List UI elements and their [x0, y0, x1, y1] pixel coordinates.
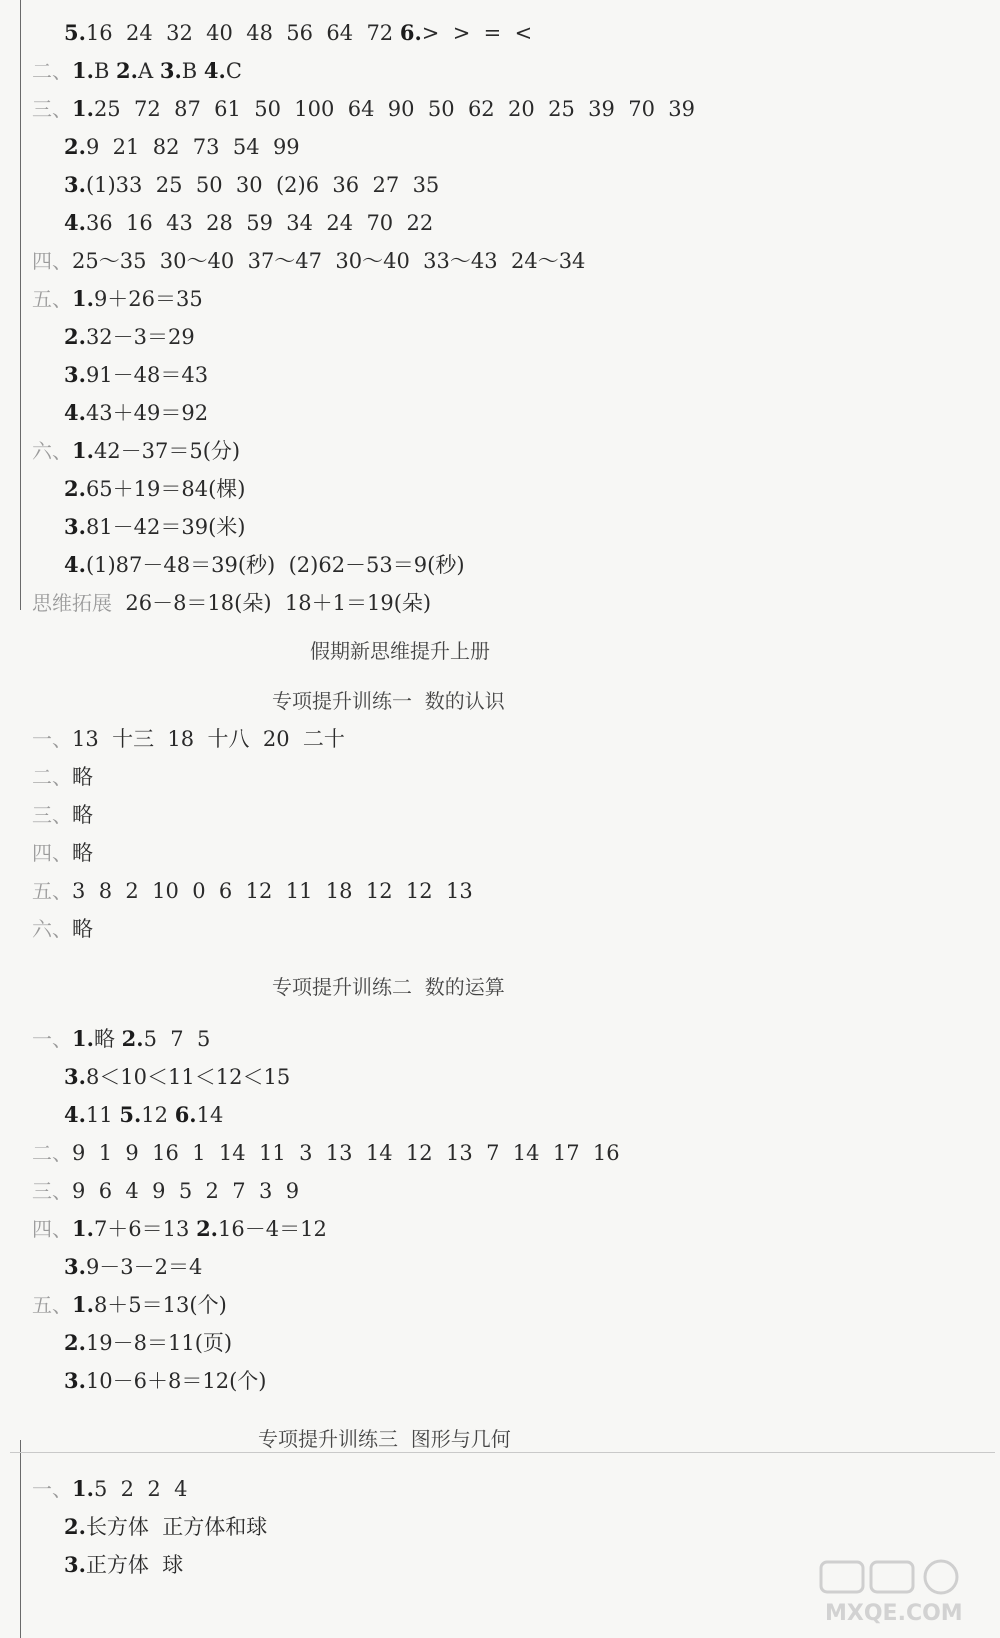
- answer-line: [64, 18, 532, 48]
- item-number: 3.: [64, 1552, 86, 1577]
- answer-line: [32, 1474, 187, 1504]
- answer-text: 9＋26＝35: [93, 287, 203, 311]
- answer-line: [64, 1062, 290, 1092]
- answer-line: [64, 1100, 223, 1130]
- answer-text: C: [225, 59, 242, 83]
- watermark-logo-icon: [813, 1556, 988, 1628]
- answer-text: B: [93, 59, 117, 83]
- answer-line: [64, 1366, 267, 1396]
- section-label: 一、: [32, 1477, 72, 1501]
- answer-line: [32, 436, 240, 466]
- answer-line: [64, 1550, 183, 1580]
- left-margin-line-top: [20, 0, 21, 610]
- item-number: 6.: [399, 20, 422, 45]
- answer-text: 9－3－2＝4: [85, 1255, 203, 1279]
- section-label: 三、: [32, 803, 72, 827]
- answer-line: [64, 398, 208, 428]
- answer-text: (1)87－48＝39(秒) (2)62－53＝9(秒): [85, 553, 465, 577]
- section-label: 三、: [32, 1179, 72, 1203]
- answer-line: [32, 1214, 327, 1244]
- answer-text: 12: [141, 1103, 175, 1127]
- answer-text: 42－37＝5(分): [93, 439, 241, 463]
- answer-text: 36 16 43 28 59 34 24 70 22: [85, 211, 434, 235]
- item-number: 2.: [64, 476, 86, 501]
- answer-text: 16－4＝12: [218, 1217, 327, 1241]
- answer-text: 10－6＋8＝12(个): [85, 1369, 267, 1393]
- item-number: 1.: [72, 58, 94, 83]
- answer-text: 25 72 87 61 50 100 64 90 50 62 20 25 39 70 39: [93, 97, 696, 121]
- answer-line: [32, 762, 93, 792]
- answer-line: [32, 838, 93, 868]
- answer-text: 9 1 9 16 1 14 11 3 13 14 12 13 7 14 17 16: [72, 1141, 620, 1165]
- answer-text: 正方体 球: [85, 1553, 184, 1577]
- answer-line: [64, 1252, 202, 1282]
- answer-text: 32－3＝29: [85, 325, 195, 349]
- answer-line: [32, 588, 431, 618]
- answer-text: 8＋5＝13(个): [93, 1293, 227, 1317]
- answer-text: 13 十三 18 十八 20 二十: [72, 727, 345, 751]
- item-number: 3.: [64, 362, 86, 387]
- section-label: 思维拓展: [32, 591, 112, 615]
- answer-text: 43＋49＝92: [85, 401, 209, 425]
- item-number: 4.: [64, 400, 86, 425]
- section-label: 四、: [32, 1217, 72, 1241]
- section-label: 二、: [32, 1141, 72, 1165]
- answer-line: [32, 1138, 620, 1168]
- answer-line: [64, 360, 208, 390]
- section-label: 五、: [32, 287, 72, 311]
- answer-line: [32, 876, 473, 906]
- section-heading: 专项提升训练三 图形与几何: [258, 1427, 511, 1451]
- answer-line: [32, 724, 345, 754]
- answer-line: [32, 246, 585, 276]
- item-number: 1.: [72, 1216, 94, 1241]
- item-number: 4.: [64, 210, 86, 235]
- answer-text: 14: [196, 1103, 224, 1127]
- answer-text: 5 2 2 4: [93, 1477, 188, 1501]
- answer-line: [64, 1328, 232, 1358]
- answer-text: 略: [72, 803, 93, 827]
- answer-text: 16 24 32 40 48 56 64 72: [85, 21, 400, 45]
- answer-line: [64, 170, 439, 200]
- item-number: 1.: [72, 1292, 94, 1317]
- answer-text: 11: [85, 1103, 120, 1127]
- answer-text: 9 6 4 9 5 2 7 3 9: [72, 1179, 300, 1203]
- section-heading: 假期新思维提升上册: [310, 639, 490, 663]
- item-number: 4.: [64, 552, 86, 577]
- answer-text: > > = <: [421, 21, 533, 45]
- answer-text: 3 8 2 10 0 6 12 11 18 12 12 13: [72, 879, 473, 903]
- answer-line: [64, 550, 465, 580]
- item-number: 1.: [72, 1026, 94, 1051]
- answer-text: B: [181, 59, 204, 83]
- answer-text: 26－8＝18(朵) 18＋1＝19(朵): [112, 591, 432, 615]
- section-label: 一、: [32, 727, 72, 751]
- section-label: 三、: [32, 97, 72, 121]
- answer-text: 65＋19＝84(棵): [85, 477, 246, 501]
- answer-line: [32, 284, 203, 314]
- answer-line: [32, 800, 93, 830]
- answer-text: A: [137, 59, 160, 83]
- answer-text: (1)33 25 50 30 (2)6 36 27 35: [85, 173, 440, 197]
- answer-text: 91－48＝43: [85, 363, 209, 387]
- item-number: 1.: [72, 96, 94, 121]
- item-number: 2.: [121, 1026, 144, 1051]
- item-number: 5.: [64, 20, 86, 45]
- section-label: 五、: [32, 879, 72, 903]
- answer-text: 81－42＝39(米): [85, 515, 246, 539]
- section-label: 六、: [32, 439, 72, 463]
- answer-line: [32, 1024, 210, 1054]
- answer-line: [64, 1512, 267, 1542]
- answer-text: 8＜10＜11＜12＜15: [85, 1065, 291, 1089]
- item-number: 1.: [72, 286, 94, 311]
- answer-line: [32, 914, 93, 944]
- item-number: 3.: [64, 172, 86, 197]
- item-number: 2.: [64, 1514, 86, 1539]
- answer-line: [32, 1176, 299, 1206]
- section-label: 六、: [32, 917, 72, 941]
- section-label: 五、: [32, 1293, 72, 1317]
- item-number: 3.: [64, 1368, 86, 1393]
- item-number: 2.: [196, 1216, 218, 1241]
- item-number: 3.: [64, 514, 86, 539]
- answer-line: [32, 56, 242, 86]
- answer-text: 19－8＝11(页): [85, 1331, 233, 1355]
- item-number: 1.: [72, 1476, 94, 1501]
- section-label: 二、: [32, 765, 72, 789]
- answer-line: [64, 474, 246, 504]
- answer-text: 略: [93, 1027, 122, 1051]
- item-number: 1.: [72, 438, 94, 463]
- answer-line: [64, 132, 300, 162]
- answer-line: [64, 208, 433, 238]
- section-heading: 专项提升训练一 数的认识: [272, 689, 505, 713]
- item-number: 5.: [119, 1102, 142, 1127]
- section-label: 四、: [32, 841, 72, 865]
- item-number: 3.: [64, 1254, 86, 1279]
- section-heading: 专项提升训练二 数的运算: [272, 975, 505, 999]
- answer-text: 9 21 82 73 54 99: [85, 135, 300, 159]
- item-number: 3.: [64, 1064, 86, 1089]
- item-number: 4.: [64, 1102, 86, 1127]
- item-number: 2.: [64, 1330, 86, 1355]
- item-number: 6.: [174, 1102, 197, 1127]
- item-number: 2.: [64, 324, 86, 349]
- watermark-text: MXQE.COM: [825, 1601, 963, 1626]
- item-number: 3.: [159, 58, 182, 83]
- item-number: 4.: [203, 58, 226, 83]
- answer-text: 7＋6＝13: [93, 1217, 197, 1241]
- item-number: 2.: [64, 134, 86, 159]
- answer-line: [32, 1290, 227, 1320]
- answer-text: 长方体 正方体和球: [85, 1515, 268, 1539]
- answer-line: [32, 94, 695, 124]
- left-margin-line-bottom: [20, 1440, 21, 1638]
- item-number: 2.: [116, 58, 138, 83]
- answer-text: 5 7 5: [143, 1027, 211, 1051]
- section-label: 四、: [32, 249, 72, 273]
- answer-text: 略: [72, 917, 93, 941]
- answer-line: [64, 322, 195, 352]
- section-label: 二、: [32, 59, 72, 83]
- answer-text: 略: [72, 765, 93, 789]
- answer-text: 25～35 30～40 37～47 30～40 33～43 24～34: [72, 249, 586, 273]
- answer-text: 略: [72, 841, 93, 865]
- section-label: 一、: [32, 1027, 72, 1051]
- answer-line: [64, 512, 246, 542]
